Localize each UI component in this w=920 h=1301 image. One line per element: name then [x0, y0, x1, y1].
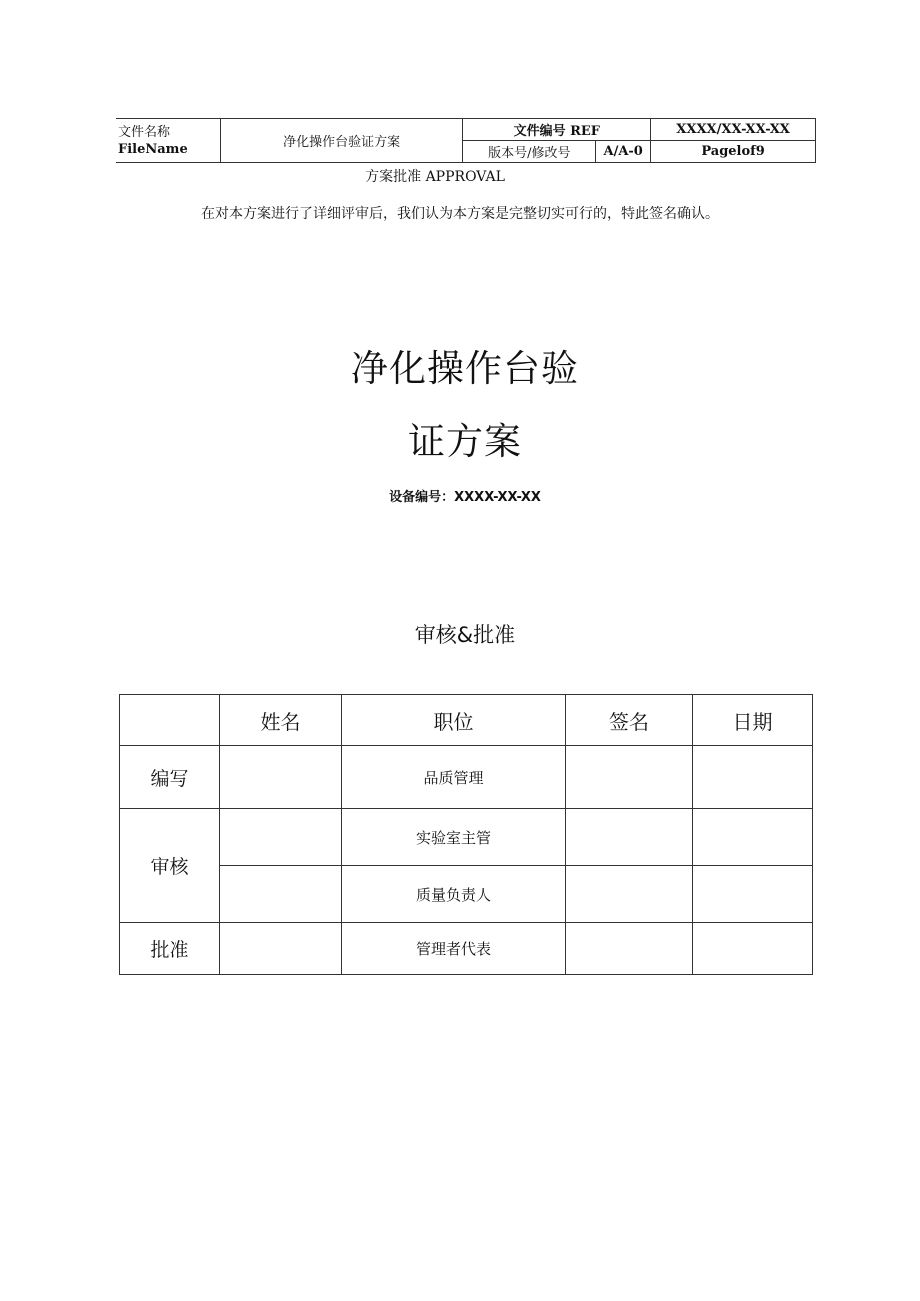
table-header-row — [120, 695, 813, 746]
file-no-label: 文件编号 REF — [463, 119, 651, 141]
approval-heading: 方案批准 APPROVAL — [365, 169, 505, 185]
document-title-line2: 证方案 — [408, 420, 522, 463]
date-cell[interactable] — [693, 809, 813, 866]
date-cell[interactable] — [693, 866, 813, 923]
position-cell: 实验室主管 — [342, 809, 566, 866]
role-approve: 批准 — [120, 923, 220, 975]
header-date: 日期 — [693, 695, 813, 746]
page-number: Pagelof9 — [651, 141, 816, 163]
table-row — [120, 866, 813, 923]
name-cell[interactable] — [220, 866, 342, 923]
position-cell: 质量负责人 — [342, 866, 566, 923]
position-cell: 品质管理 — [342, 746, 566, 809]
approval-statement: 在对本方案进行了详细评审后，我们认为本方案是完整切实可行的，特此签名确认。 — [201, 206, 719, 222]
document-header-table — [116, 118, 816, 163]
position-cell: 管理者代表 — [342, 923, 566, 975]
header-signature: 签名 — [566, 695, 693, 746]
file-name-value: 净化操作台验证方案 — [220, 119, 463, 163]
table-row — [120, 923, 813, 975]
version-value: A/A-0 — [596, 141, 651, 163]
role-review: 审核 — [120, 809, 220, 923]
document-title-line1: 净化操作台验 — [351, 347, 579, 390]
equipment-number: 设备编号：XXXX-XX-XX — [389, 490, 541, 505]
name-cell[interactable] — [220, 746, 342, 809]
header-name: 姓名 — [220, 695, 342, 746]
signature-table — [119, 694, 813, 975]
file-name-label-cn: 文件名称 — [118, 124, 171, 140]
name-cell[interactable] — [220, 923, 342, 975]
file-name-label — [116, 119, 220, 163]
signature-cell[interactable] — [566, 923, 693, 975]
review-approval-heading: 审核&批准 — [414, 623, 516, 647]
file-name-label-en: FileName — [118, 141, 188, 157]
header-position: 职位 — [342, 695, 566, 746]
version-label: 版本号/修改号 — [463, 141, 596, 163]
table-row — [120, 809, 813, 866]
name-cell[interactable] — [220, 809, 342, 866]
role-compile: 编写 — [120, 746, 220, 809]
date-cell[interactable] — [693, 923, 813, 975]
signature-cell[interactable] — [566, 809, 693, 866]
date-cell[interactable] — [693, 746, 813, 809]
signature-cell[interactable] — [566, 866, 693, 923]
file-no-value: XXXX/XX-XX-XX — [651, 119, 816, 141]
header-blank — [120, 695, 220, 746]
table-row — [120, 746, 813, 809]
signature-cell[interactable] — [566, 746, 693, 809]
